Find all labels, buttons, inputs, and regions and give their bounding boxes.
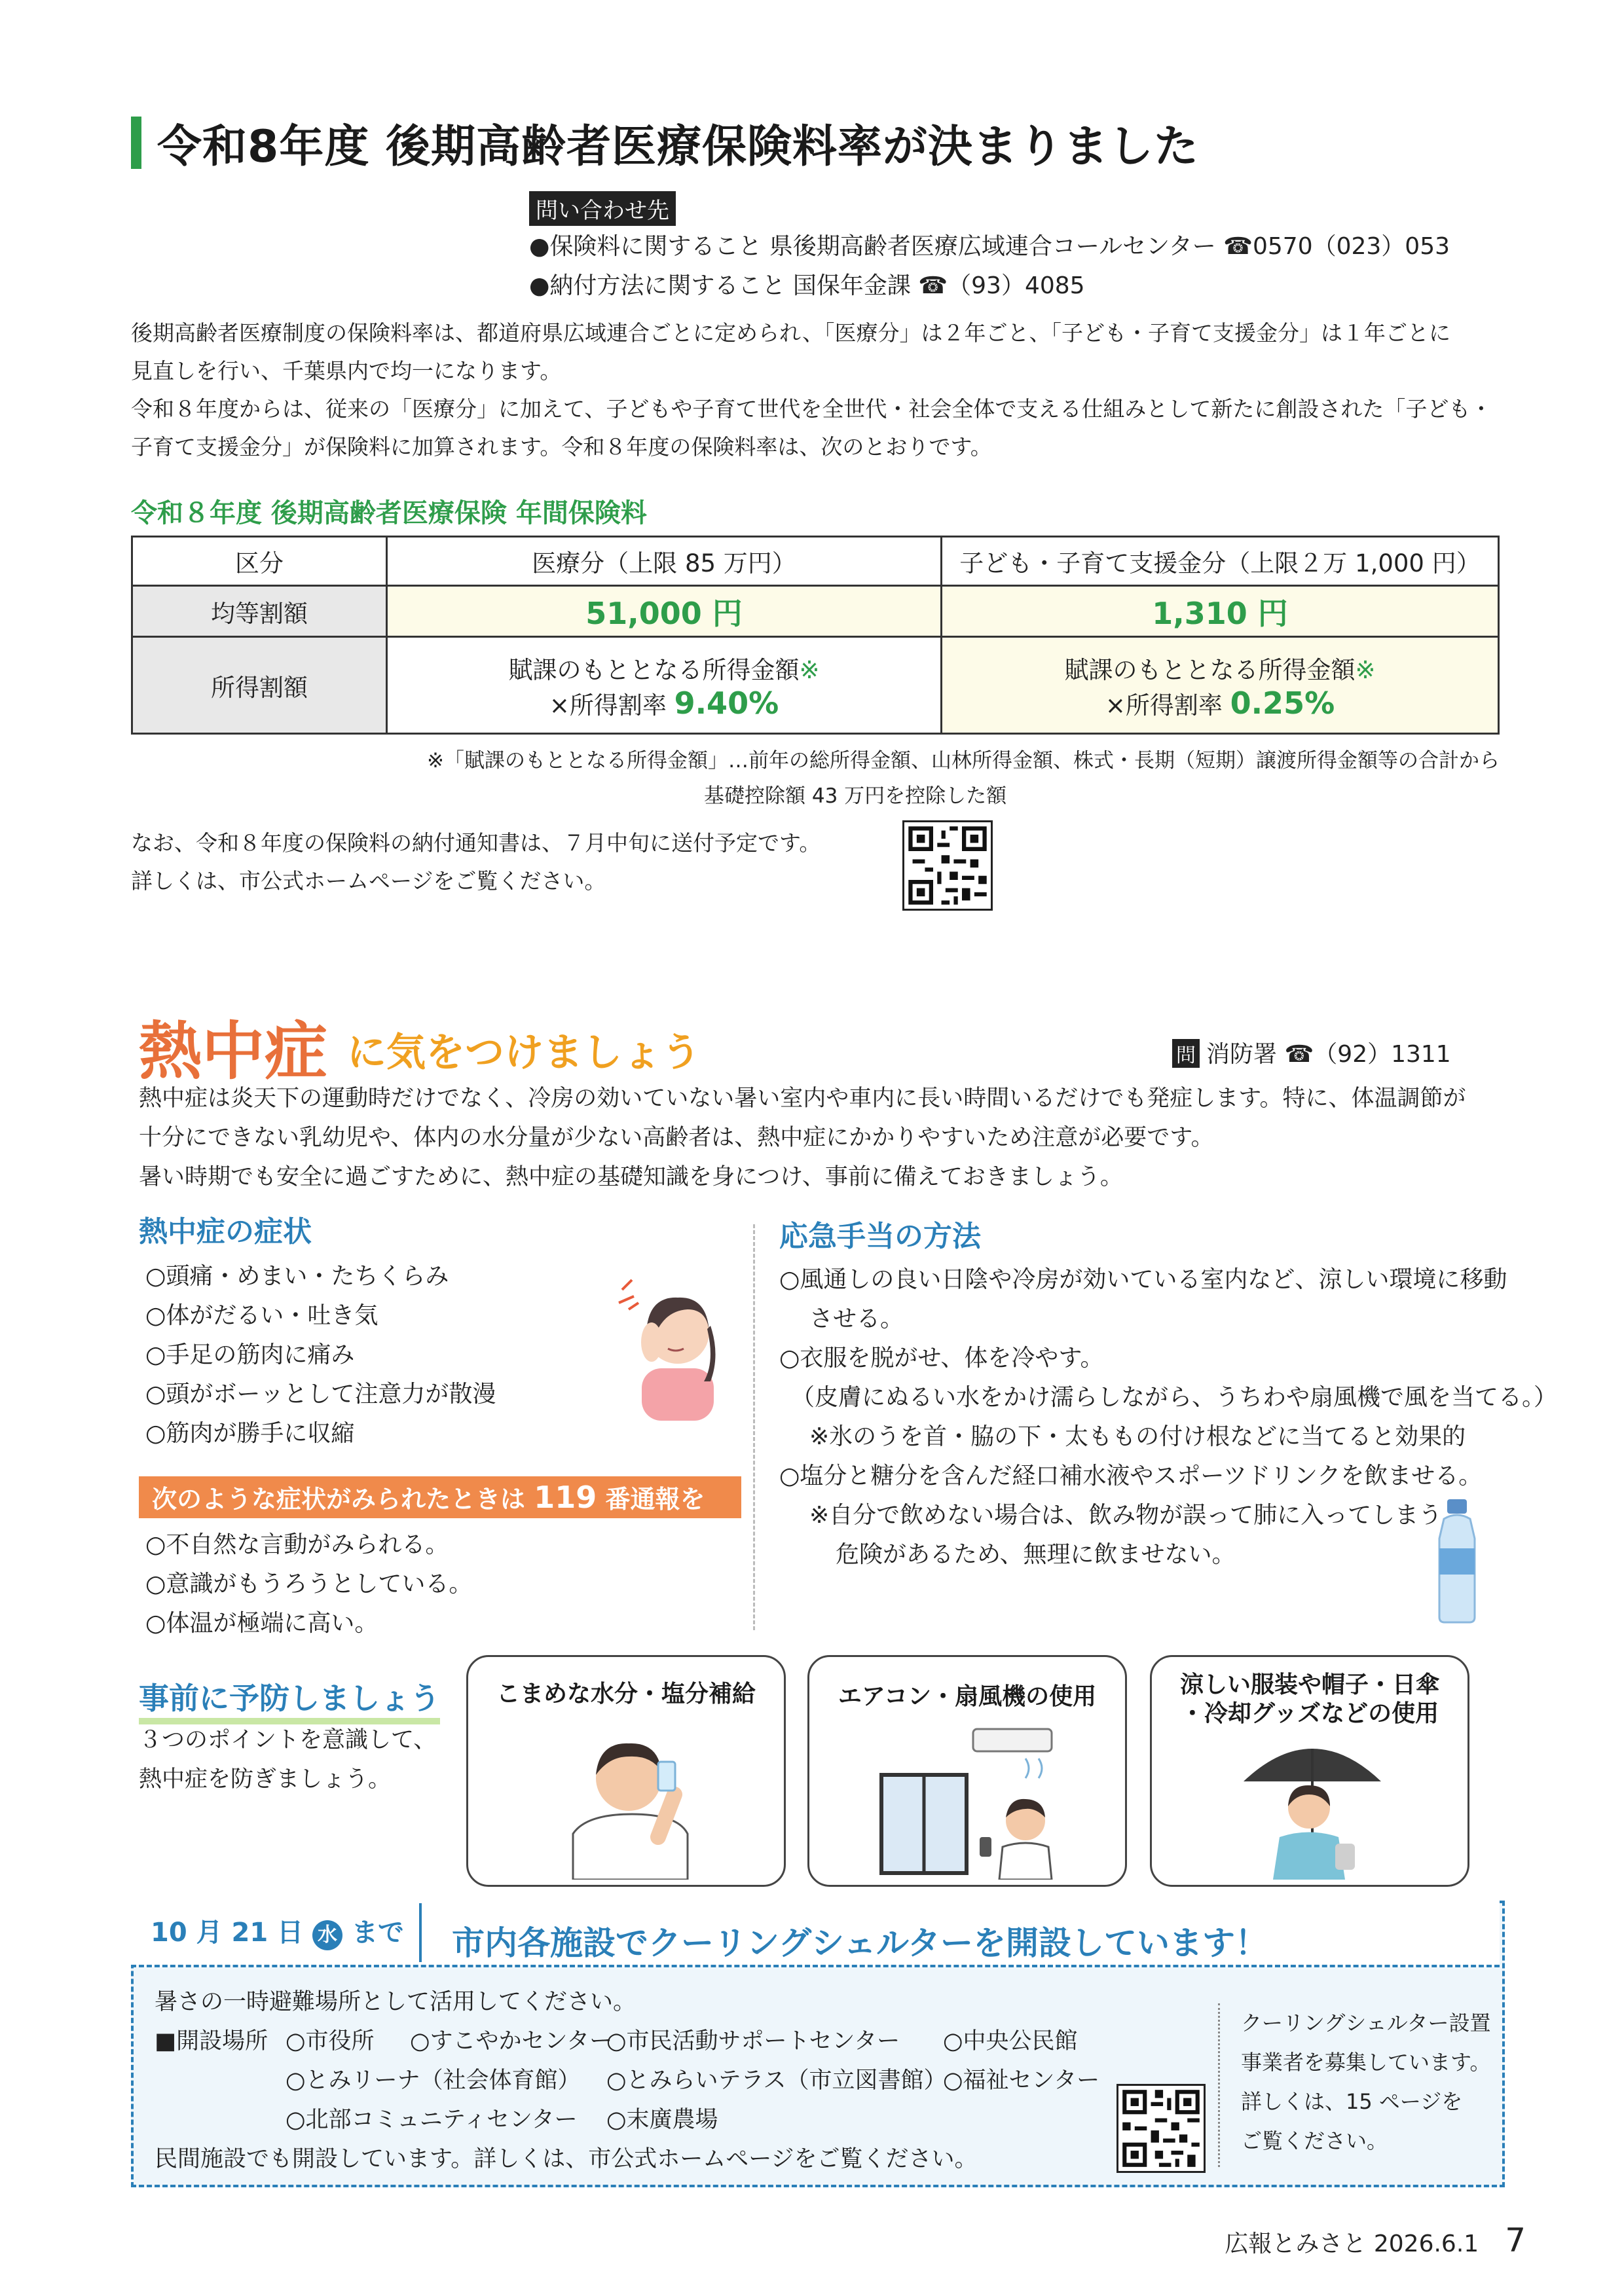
cell-kodomo-shotokuwari	[942, 637, 1499, 734]
symptom-item: ○頭痛・めまい・たちくらみ	[145, 1263, 449, 1290]
shelter-date-text: 10 月 21 日	[151, 1918, 304, 1948]
place-item: ○北部コミュニティセンター	[286, 2107, 578, 2133]
iryo-kintowari-value: 51,000 円	[585, 595, 743, 631]
place-item: ○末廣農場	[606, 2107, 718, 2133]
column-divider	[753, 1224, 755, 1630]
symptoms-list	[145, 1257, 496, 1453]
inquiry-mark: 問	[1172, 1039, 1200, 1068]
drinking-man-illustration	[560, 1722, 704, 1880]
heatstroke-title: 熱中症	[139, 1015, 327, 1088]
recruit-line: クーリングシェルター設置	[1241, 2011, 1491, 2035]
shotoku-basis-text: 賦課のもととなる所得金額	[1064, 655, 1356, 684]
prevention-text2: 熱中症を防ぎましょう。	[139, 1766, 392, 1793]
note-mark: ※	[1355, 655, 1376, 684]
notice-line1: なお、令和８年度の保険料の納付通知書は、７月中旬に送付予定です。	[131, 830, 821, 856]
row-label-kintowari: 均等割額	[132, 586, 387, 637]
place-item: ○とみリーナ（社会体育館）	[286, 2068, 581, 2094]
shelter-recruit-note	[1241, 2003, 1490, 2160]
banner-119: 119	[534, 1480, 597, 1515]
heatstroke-subtitle: に気をつけましょう	[347, 1030, 701, 1076]
heat-intro-line: 十分にできない乳幼児や、体内の水分量が少ない高齢者は、熱中症にかかりやすいため注意が必要です。	[139, 1125, 1214, 1151]
header-kubun: 区分	[132, 537, 387, 586]
banner-text-pre: 次のような症状がみられたときは	[152, 1485, 534, 1514]
title-accent-bar	[131, 117, 141, 169]
banner-text-post: 番通報を	[597, 1485, 705, 1514]
header-kodomo: 子ども・子育て支援金分（上限２万 1,000 円）	[942, 537, 1499, 586]
notice-line2: 詳しくは、市公式ホームページをご覧ください。	[131, 868, 606, 894]
recruit-line: ご覧ください。	[1241, 2128, 1388, 2153]
private-facilities-note: 民間施設でも開設しています。詳しくは、市公式ホームページをご覧ください。	[155, 2146, 978, 2172]
tip-card-clothing	[1150, 1655, 1469, 1887]
page-number: 7	[1505, 2221, 1526, 2259]
emergency-item: ○不自然な言動がみられる。	[145, 1531, 449, 1558]
intro-line: 後期高齢者医療制度の保険料率は、都道府県広域連合ごとに定められ、「医療分」は２年ごと、「子ども・子育て支援金分」は１年ごとに	[131, 320, 1450, 346]
prevention-title: 事前に予防しましょう	[139, 1675, 440, 1724]
prevention-text1: ３つのポイントを意識して、	[139, 1727, 437, 1753]
recruit-line: 事業者を募集しています。	[1241, 2050, 1491, 2075]
page-footer	[1225, 2221, 1526, 2259]
fee-table	[131, 536, 1500, 735]
rate-prefix: ×所得割率	[549, 691, 674, 720]
footnote-line2: 基礎控除額 43 万円を控除した額	[704, 784, 1007, 808]
place-item: ○すこやかセンター	[410, 2028, 613, 2054]
heat-intro-line: 熱中症は炎天下の運動時だけでなく、冷房の効いていない暑い室内や車内に長い時間いるだけでも発症します。特に、体温調節が	[139, 1085, 1466, 1112]
qr-code-icon[interactable]	[1116, 2084, 1206, 2173]
kodomo-rate-value: 0.25%	[1230, 685, 1335, 721]
tip-card-hydration	[466, 1655, 786, 1887]
footnote-line1: ※「賦課のもととなる所得金額」…前年の総所得金額、山林所得金額、株式・長期（短期）譲渡所得金額等の合計から	[427, 749, 1500, 773]
place-item: ○中央公民館	[943, 2028, 1078, 2054]
intro-line: 子育て支援金分」が保険料に加算されます。令和８年度の保険料率は、次のとおりです。	[131, 434, 992, 460]
place-item: ○福祉センター	[943, 2068, 1100, 2094]
place-item: ○とみらいテラス（市立図書館）	[606, 2068, 947, 2094]
symptom-item: ○体がだるい・吐き気	[145, 1302, 378, 1329]
kodomo-kintowari-value: 1,310 円	[1152, 595, 1288, 631]
shelter-date-suffix: まで	[351, 1918, 404, 1948]
firstaid-item: ※自分で飲めない場合は、飲み物が誤って肺に入ってしまう	[809, 1502, 1443, 1529]
tip-card-aircon	[807, 1655, 1127, 1887]
inquiry-line-premium: ●保険料に関すること 県後期高齢者医療広域連合コールセンター ☎0570（023）053	[529, 233, 1450, 260]
symptoms-title: 熱中症の症状	[139, 1215, 312, 1248]
shotoku-basis-text: 賦課のもととなる所得金額	[508, 655, 800, 684]
rate-prefix: ×所得割率	[1105, 691, 1230, 720]
firstaid-title: 応急手当の方法	[779, 1220, 981, 1253]
intro-line: 令和８年度からは、従来の「医療分」に加えて、子どもや子育て世代を全世代・社会全体で支える仕組みとして新たに創設された「子ども・	[131, 396, 1492, 422]
emergency-item: ○意識がもうろうとしている。	[145, 1571, 473, 1597]
aircon-illustration	[875, 1722, 1071, 1880]
water-bottle-illustration	[1434, 1499, 1480, 1624]
emergency-list	[145, 1525, 472, 1643]
parasol-woman-illustration	[1237, 1729, 1388, 1880]
shelter-divider	[1218, 2003, 1220, 2167]
firstaid-item: ○塩分と糖分を含んだ経口補水液やスポーツドリンクを飲ませる。	[779, 1463, 1483, 1489]
shelter-title: 市内各施設でクーリングシェルターを開設しています！	[452, 1924, 1268, 1962]
symptom-item: ○筋肉が勝手に収縮	[145, 1420, 355, 1447]
cell-kodomo-kintowari	[942, 586, 1499, 637]
row-label-shotokuwari: 所得割額	[132, 637, 387, 734]
firstaid-item: ※氷のうを首・脇の下・太ももの付け根などに当てると効果的	[809, 1423, 1466, 1450]
weekday-badge: 水	[312, 1920, 342, 1950]
symptom-item: ○手足の筋肉に痛み	[145, 1341, 355, 1368]
cell-iryo-kintowari	[387, 586, 942, 637]
intro-line: 見直しを行い、千葉県内で均一になります。	[131, 358, 562, 384]
inquiry-line-payment: ●納付方法に関すること 国保年金課 ☎（93）4085	[529, 272, 1085, 299]
place-item: ○市役所	[286, 2028, 375, 2054]
firstaid-item: させる。	[809, 1305, 904, 1332]
emergency-item: ○体温が極端に高い。	[145, 1610, 378, 1637]
fire-dept-inquiry	[1172, 1036, 1451, 1069]
place-item: ○市民活動サポートセンター	[606, 2028, 900, 2054]
footer-publication: 広報とみさと 2026.6.1	[1225, 2231, 1479, 2257]
inquiry-label: 問い合わせ先	[529, 191, 676, 226]
tip-card-title-line2: ・冷却グッズなどの使用	[1180, 1700, 1439, 1727]
note-mark: ※	[799, 655, 820, 684]
cell-iryo-shotokuwari	[387, 637, 942, 734]
intro-paragraph	[131, 314, 1492, 466]
tip-card-title-line1: 涼しい服装や帽子・日傘	[1179, 1671, 1439, 1698]
heatstroke-intro	[139, 1079, 1466, 1197]
symptom-item: ○頭がボーッとして注意力が散漫	[145, 1381, 496, 1408]
iryo-rate-value: 9.40%	[674, 685, 779, 721]
emergency-banner	[139, 1476, 741, 1518]
firstaid-item: （皮膚にぬるい水をかけ濡らしながら、うちわや扇風機で風を当てる。）	[791, 1384, 1558, 1411]
heat-intro-line: 暑い時期でも安全に過ごすために、熱中症の基礎知識を身につけ、事前に備えておきましょう。	[139, 1164, 1123, 1190]
firstaid-item: 危険があるため、無理に飲ませない。	[836, 1541, 1236, 1568]
tip-card-title: エアコン・扇風機の使用	[838, 1683, 1097, 1710]
headache-woman-illustration	[602, 1270, 733, 1421]
firstaid-item: ○風通しの良い日陰や冷房が効いている室内など、涼しい環境に移動	[779, 1266, 1507, 1293]
qr-code-icon[interactable]	[902, 820, 993, 911]
page-title: 令和8年度 後期高齢者医療保険料率が決まりました	[157, 121, 1199, 173]
shelter-intro: 暑さの一時避難場所として活用してください。	[155, 1989, 637, 2015]
place-label: ■開設場所	[155, 2028, 268, 2054]
header-iryo: 医療分（上限 85 万円）	[387, 537, 942, 586]
fire-dept-contact: 消防署 ☎（92）1311	[1206, 1041, 1451, 1068]
tip-card-title: こまめな水分・塩分補給	[496, 1681, 756, 1707]
firstaid-item: ○衣服を脱がせ、体を冷やす。	[779, 1345, 1104, 1372]
fee-table-title: 令和８年度 後期高齢者医療保険 年間保険料	[131, 498, 647, 528]
recruit-line: 詳しくは、15 ページを	[1241, 2089, 1463, 2114]
shelter-date	[134, 1903, 422, 1962]
